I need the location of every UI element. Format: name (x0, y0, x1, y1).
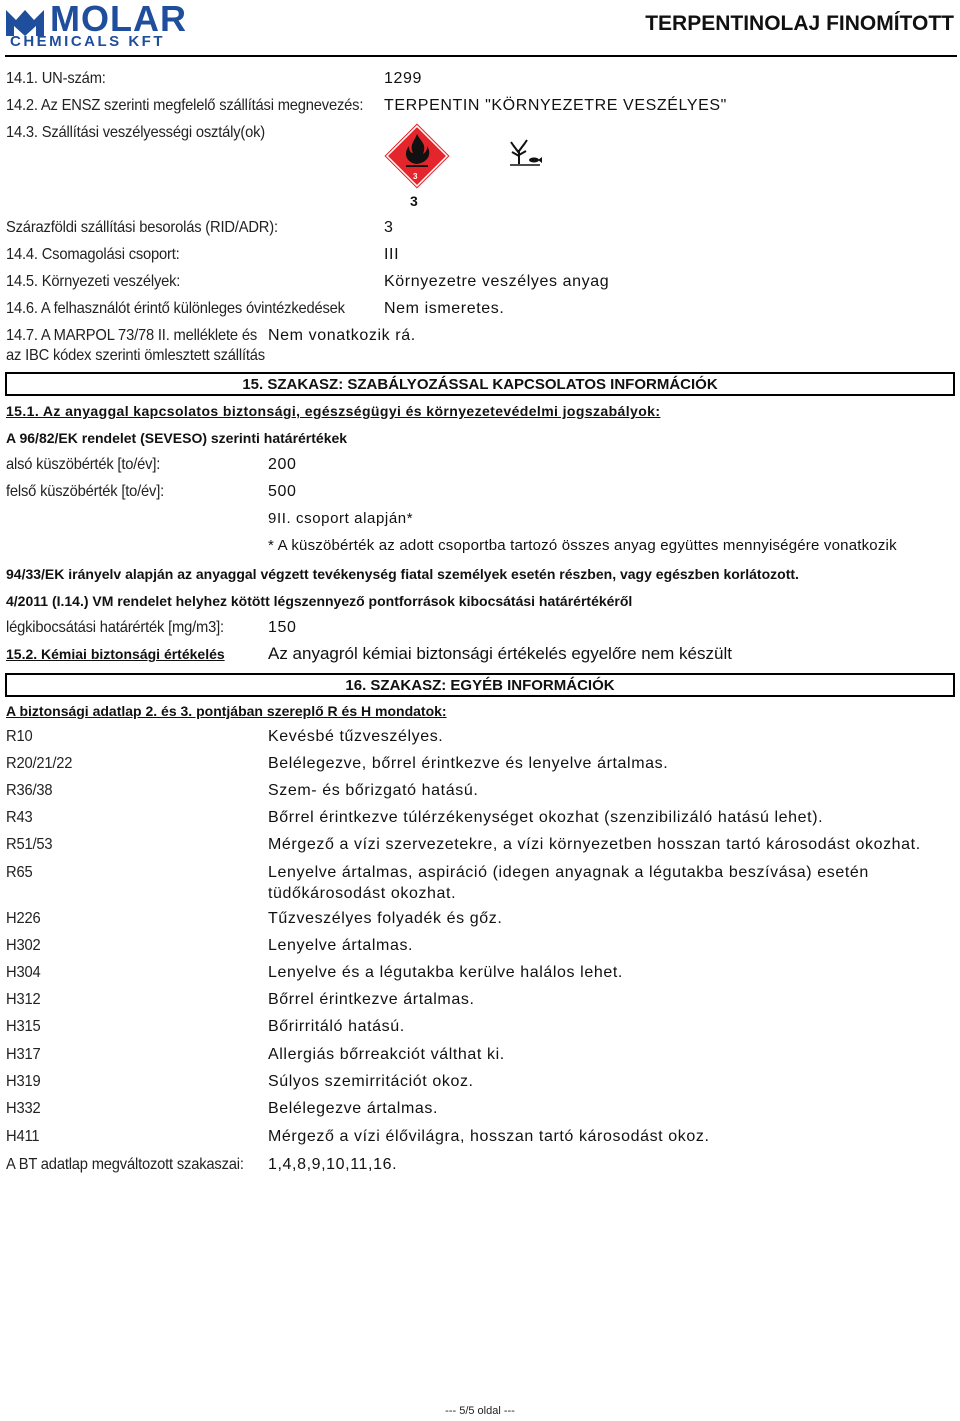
shipping-name-label: 14.2. Az ENSZ szerinti megfelelő szállítási megnevezés: (6, 97, 364, 114)
upper-threshold-value: 500 (268, 483, 297, 500)
page-number: --- 5/5 oldal --- (445, 1405, 515, 1417)
env-hazard-value: Környezetre veszélyes anyag (384, 273, 610, 290)
flammable-pictogram (381, 120, 453, 192)
logo-mark-icon (6, 6, 44, 36)
phrase-text: Bőrrel érintkezve ártalmas. (268, 991, 475, 1008)
phrase-text: Belélegezve, bőrrel érintkezve és lenyelve ártalmas. (268, 755, 669, 772)
directive-text: 94/33/EK irányelv alapján az anyaggal végzett tevékenység fiatal személyek esetén részben, vagy egészben korlátozott. (6, 566, 799, 582)
group-value: 9II. csoport alapján* (268, 510, 414, 527)
phrase-text: Szem- és bőrizgató hatású. (268, 782, 479, 799)
phrase-text-line2: tüdőkárosodást okozhat. (268, 885, 457, 902)
phrase-code: R20/21/22 (6, 755, 73, 772)
phrases-heading: A biztonsági adatlap 2. és 3. pontjában szereplő R és H mondatok: (6, 703, 447, 719)
phrase-text: Súlyos szemirritációt okoz. (268, 1073, 474, 1090)
upper-threshold-label: felső küszöbérték [to/év]: (6, 483, 165, 500)
logo-main-text: MOLAR (50, 0, 187, 39)
phrase-code: R36/38 (6, 782, 53, 799)
section-15-bar (5, 372, 955, 396)
phrase-code: H317 (6, 1046, 41, 1063)
section-15-2-value: Az anyagról kémiai biztonsági értékelés egyelőre nem készült (268, 644, 732, 663)
logo-sub-text: CHEMICALS KFT (10, 33, 165, 50)
land-class-value: 3 (384, 219, 394, 236)
precautions-label: 14.6. A felhasználót érintő különleges óvintézkedések (6, 300, 345, 317)
env-hazard-label: 14.5. Környezeti veszélyek: (6, 273, 181, 290)
seveso-heading: A 96/82/EK rendelet (SEVESO) szerinti határértékek (6, 430, 348, 446)
pictogram-class-number: 3 (413, 172, 418, 181)
section-15-2-label: 15.2. Kémiai biztonsági értékelés (6, 646, 225, 662)
phrase-text: Belélegezve ártalmas. (268, 1100, 439, 1117)
phrase-code: H332 (6, 1100, 41, 1117)
phrase-code: H312 (6, 991, 41, 1008)
phrase-text: Tűzveszélyes folyadék és gőz. (268, 910, 503, 927)
phrase-code: R51/53 (6, 836, 53, 853)
marpol-value: Nem vonatkozik rá. (268, 327, 416, 344)
phrase-text: Mérgező a vízi élővilágra, hosszan tartó károsodást okoz. (268, 1128, 710, 1145)
product-title: TERPENTINOLAJ FINOMÍTOTT (645, 12, 954, 35)
lower-threshold-label: alsó küszöbérték [to/év]: (6, 456, 161, 473)
dead-tree-fish-icon (507, 138, 543, 168)
air-limit-value: 150 (268, 619, 297, 636)
section-16-bar (5, 673, 955, 697)
phrase-text: Lenyelve ártalmas, aspiráció (idegen anyagnak a légutakba beszívása) esetén (268, 864, 869, 881)
flame-icon (381, 120, 453, 192)
phrase-code: H226 (6, 910, 41, 927)
phrase-text: Allergiás bőrreakciót válthat ki. (268, 1046, 505, 1063)
section-16-title: 16. SZAKASZ: EGYÉB INFORMÁCIÓK (345, 677, 615, 694)
phrase-text: Lenyelve és a légutakba kerülve halálos lehet. (268, 964, 623, 981)
phrase-text: Lenyelve ártalmas. (268, 937, 414, 954)
phrase-code: H302 (6, 937, 41, 954)
section-15-title: 15. SZAKASZ: SZABÁLYOZÁSSAL KAPCSOLATOS INFORMÁCIÓK (242, 376, 718, 393)
packing-group-label: 14.4. Csomagolási csoport: (6, 246, 180, 263)
phrase-code: H411 (6, 1128, 40, 1145)
hazard-class-label: 14.3. Szállítási veszélyességi osztály(ok) (6, 124, 265, 141)
phrase-text: Mérgező a vízi szervezetekre, a vízi környezetben hosszan tartó károsodást okozhat. (268, 836, 921, 853)
phrase-text: Kevésbé tűzveszélyes. (268, 728, 444, 745)
phrase-code: R65 (6, 864, 33, 881)
packing-group-value: III (384, 246, 400, 263)
modified-sections-value: 1,4,8,9,10,11,16. (268, 1156, 398, 1173)
pictogram-number-label: 3 (410, 193, 418, 209)
shipping-name-value: TERPENTIN "KÖRNYEZETRE VESZÉLYES" (384, 97, 727, 114)
land-class-label: Szárazföldi szállítási besorolás (RID/ADR): (6, 219, 278, 236)
environment-pictogram (507, 138, 543, 168)
modified-sections-label: A BT adatlap megváltozott szakaszai: (6, 1156, 244, 1173)
decree-text: 4/2011 (I.14.) VM rendelet helyhez kötött légszennyező pontforrások kibocsátási határértékéről (6, 593, 633, 609)
precautions-value: Nem ismeretes. (384, 300, 505, 317)
marpol-label-line2: az IBC kódex szerinti ömlesztett szállítás (6, 347, 265, 364)
air-limit-label: légkibocsátási határérték [mg/m3]: (6, 619, 224, 636)
un-number-label: 14.1. UN-szám: (6, 70, 106, 87)
phrase-code: H319 (6, 1073, 41, 1090)
phrase-code: H315 (6, 1018, 41, 1035)
marpol-label: 14.7. A MARPOL 73/78 II. melléklete és (6, 327, 258, 344)
phrase-text: Bőrirritáló hatású. (268, 1018, 405, 1035)
phrase-code: R10 (6, 728, 33, 745)
lower-threshold-value: 200 (268, 456, 297, 473)
phrase-text: Bőrrel érintkezve túlérzékenységet okozhat (szenzibilizáló hatású lehet). (268, 809, 824, 826)
un-number-value: 1299 (384, 70, 422, 87)
company-logo (6, 2, 226, 50)
section-15-1-heading: 15.1. Az anyaggal kapcsolatos biztonsági, egészségügyi és környezetevédelmi jogszabályok: (6, 403, 661, 419)
phrase-code: H304 (6, 964, 41, 981)
header-divider (5, 55, 957, 57)
phrase-code: R43 (6, 809, 33, 826)
threshold-footnote: * A küszöbérték az adott csoportba tartozó összes anyag együttes mennyiségére vonatkozik (268, 537, 897, 554)
